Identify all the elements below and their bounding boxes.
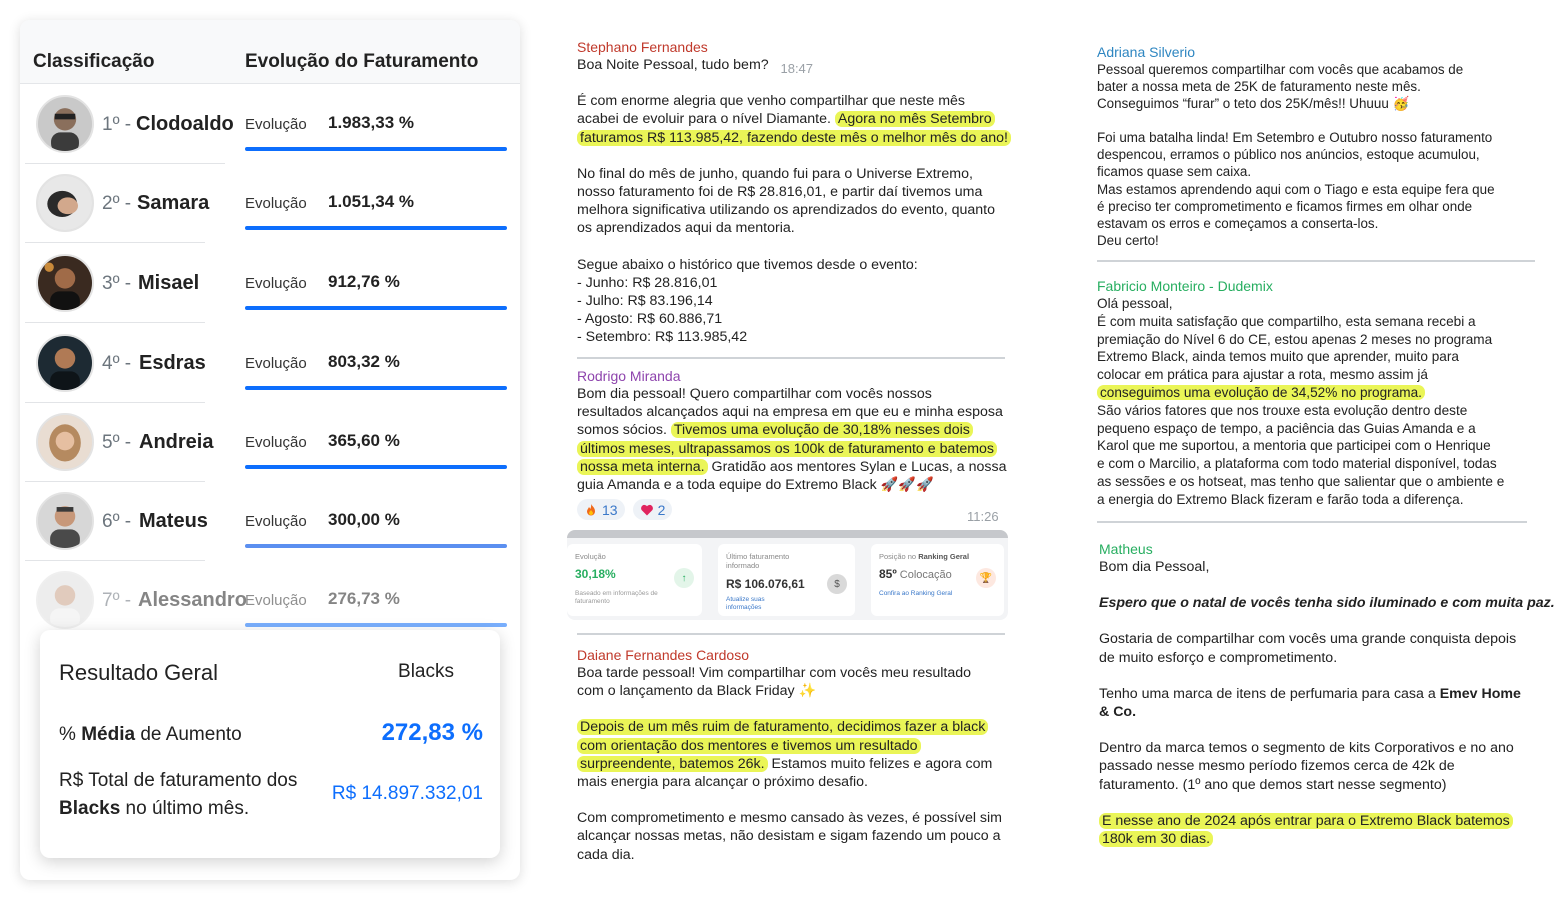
message-text: faturamento. (1º ano que demos start nesse segmento) xyxy=(1099,776,1447,793)
message-text: e com o Marcilio, a plataforma com todo material disponível, todas xyxy=(1097,456,1497,472)
avatar xyxy=(36,334,94,392)
arrow-up-icon: ↑ xyxy=(674,568,694,588)
ranking-row xyxy=(20,481,520,561)
message-text: nosso faturamento foi de R$ 28.816,01, e partir daí tivemos uma xyxy=(577,184,983,201)
message-author: Stephano Fernandes xyxy=(577,39,708,55)
message-text: cada dia. xyxy=(577,846,635,863)
message-text: Dentro da marca temos o segmento de kits Corporativos e no ano xyxy=(1099,740,1514,757)
evo-value: 912,76 % xyxy=(328,272,400,291)
rank-position: 2º - xyxy=(102,193,132,214)
ranking-header xyxy=(20,20,520,84)
message-text: Extremo Black, ainda temos muito que aprender, muito para xyxy=(1097,349,1459,365)
widget-evolucao: Evolução 30,18% Baseado em informações de faturamento ↑ xyxy=(567,544,702,616)
message-text: nossa meta interna. Gratidão aos mentores Sylan e Lucas, a nossa xyxy=(577,458,1007,476)
rank-position: 6º - xyxy=(102,511,132,532)
widget-ultimo-faturamento: Último faturamento informado R$ 106.076,61 Atualize suas informações $ xyxy=(718,544,855,616)
message-author: Daiane Fernandes Cardoso xyxy=(577,647,749,663)
header-evolucao: Evolução do Faturamento xyxy=(245,51,479,72)
message-text: com o lançamento da Black Friday ✨ xyxy=(577,683,817,700)
message-text: É com enorme alegria que venho compartilhar que neste mês xyxy=(577,93,966,110)
evo-bar xyxy=(245,544,507,548)
message-time: 11:26 xyxy=(967,509,999,524)
evo-value: 276,73 % xyxy=(328,589,400,608)
rank-name: Alessandro xyxy=(138,589,247,611)
evo-value: 365,60 % xyxy=(328,431,400,450)
avatar xyxy=(36,413,94,471)
ranking-row xyxy=(20,163,520,243)
evo-value: 803,32 % xyxy=(328,352,400,371)
widget-ranking-geral: Posição no Ranking Geral 85º Colocação Confira ao Ranking Geral 🏆 xyxy=(871,544,1004,616)
rank-name: Samara xyxy=(137,192,210,214)
message-text: conseguimos uma evolução de 34,52% no programa. xyxy=(1097,384,1504,402)
summary-group: Blacks xyxy=(398,661,454,682)
history-item: - Julho: R$ 83.196,14 xyxy=(577,293,713,310)
average-increase-label: % Média de Aumento xyxy=(59,724,242,745)
total-revenue-label: R$ Total de faturamento dos Blacks no último mês. xyxy=(59,770,298,819)
message-text: os aprendizados aqui da mentoria. xyxy=(577,220,795,237)
summary-title: Resultado Geral xyxy=(59,660,218,685)
message-text: & Co. xyxy=(1099,704,1137,721)
chat-message xyxy=(1097,277,1504,509)
rank-name: Esdras xyxy=(139,352,206,374)
evo-bar xyxy=(245,226,507,230)
summary-panel xyxy=(40,630,500,858)
message-author: Matheus xyxy=(1099,541,1153,557)
reaction-count: 2 xyxy=(657,501,666,518)
message-text: Gostaria de compartilhar com vocês uma grande conquista depois xyxy=(1099,631,1517,648)
fire-icon xyxy=(584,503,598,517)
message-text: com orientação dos mentores e tivemos um resultado xyxy=(577,737,1002,755)
message-text: faturamos R$ 113.985,42, fazendo deste mês o melhor mês do ano! xyxy=(577,129,1011,147)
evo-label: Evolução xyxy=(245,592,307,609)
chat-message xyxy=(577,38,1011,347)
message-time: 18:47 xyxy=(780,61,814,76)
reaction-count: 13 xyxy=(602,501,618,518)
message-text: mais energia para alcançar o próximo desafio. xyxy=(577,774,868,791)
rank-position: 5º - xyxy=(102,432,132,453)
rank-name: Misael xyxy=(138,272,200,294)
rank-name: Clodoaldo xyxy=(136,113,234,135)
ranking-row xyxy=(20,323,520,403)
message-text: surpreendente, batemos 26k. Estamos muito felizes e agora com xyxy=(577,755,1002,773)
ranking-card xyxy=(20,20,520,880)
message-divider xyxy=(1097,521,1527,523)
message-text: colocar em prática para ajustar a rota, mesmo assim já xyxy=(1097,367,1428,383)
history-item: - Setembro: R$ 113.985,42 xyxy=(577,329,748,346)
ranking-position-label: Posição no Ranking Geral xyxy=(879,552,970,561)
chat-message xyxy=(577,646,1002,864)
history-item: - Junho: R$ 28.816,01 xyxy=(577,274,718,291)
evo-value: 300,00 % xyxy=(328,510,400,529)
message-divider xyxy=(577,357,1005,359)
message-text: Pessoal queremos compartilhar com vocês que acabamos de xyxy=(1097,62,1464,77)
avatar xyxy=(36,95,94,153)
ranking-row xyxy=(20,402,520,482)
message-text: São vários fatores que nos trouxe esta evolução dentro deste xyxy=(1097,402,1468,418)
message-text: Mas estamos aprendendo aqui com o Tiago e esta equipe fera que xyxy=(1097,181,1495,197)
rank-position: 7º - xyxy=(102,590,132,611)
message-author: Fabricio Monteiro - Dudemix xyxy=(1097,278,1273,294)
message-text: No final do mês de junho, quando fui para o Universe Extremo, xyxy=(577,165,973,182)
evo-value: 1.983,33 % xyxy=(328,113,415,132)
ranking-row xyxy=(20,243,520,323)
message-author: Rodrigo Miranda xyxy=(577,368,681,384)
message-divider xyxy=(1097,260,1535,262)
evo-label: Evolução xyxy=(245,195,307,212)
message-text: a energia do Extremo Black fizeram e farão toda a diferença. xyxy=(1097,491,1464,507)
reaction-heart[interactable] xyxy=(633,499,673,520)
message-text: últimos meses, ultrapassamos os 100k de faturamento e batemos xyxy=(577,440,1007,458)
avatar xyxy=(36,254,94,312)
rank-name: Andreia xyxy=(139,431,214,453)
message-text: pequeno espaço de tempo, a paciência das Guias Amanda e a xyxy=(1097,420,1476,436)
evo-label: Evolução xyxy=(245,275,307,292)
message-text: Boa tarde pessoal! Vim compartilhar com vocês meu resultado xyxy=(577,665,972,681)
message-text: acabei de evoluir para o nível Diamante. Agora no mês Setembro xyxy=(577,110,1011,128)
message-text: de muito esforço e comprometimento. xyxy=(1099,649,1338,666)
heart-icon xyxy=(640,503,654,517)
evo-value: 1.051,34 % xyxy=(328,192,415,211)
message-text: é preciso ter comprometimento e ficamos firmes em olhar onde xyxy=(1097,198,1473,214)
evo-label: Evolução xyxy=(245,434,307,451)
rank-position: 1º - xyxy=(102,114,132,135)
message-text: Tenho uma marca de itens de perfumaria para casa a Emev Home xyxy=(1099,685,1521,702)
ranking-row xyxy=(20,560,520,640)
evo-bar xyxy=(245,306,507,310)
message-text: guia Amanda e a toda equipe do Extremo Black 🚀🚀🚀 xyxy=(577,477,934,494)
message-text: premiação do Nível 6 do CE, estou apenas 2 meses no programa xyxy=(1097,331,1493,347)
message-text: melhora significativa utilizando os aprendizados do evento, quanto xyxy=(577,202,996,219)
update-info-link[interactable]: Atualize suas informações xyxy=(726,596,765,611)
avatar xyxy=(36,174,94,232)
evo-label: Evolução xyxy=(245,355,307,372)
evo-bar xyxy=(245,386,507,390)
message-text: ficamos quase sem caixa. xyxy=(1097,164,1252,180)
chat-message xyxy=(1099,540,1555,848)
average-increase-value: 272,83 % xyxy=(381,719,483,746)
ranking-link[interactable]: Confira ao Ranking Geral xyxy=(879,590,953,597)
chat-message xyxy=(1097,43,1495,249)
message-text: Olá pessoal, xyxy=(1097,296,1173,311)
message-text: 180k em 30 dias. xyxy=(1099,830,1555,848)
message-text: Boa Noite Pessoal, tudo bem? 18:47 xyxy=(577,57,814,76)
message-text: Conseguimos “furar” o teto dos 25K/mês!! Uhuuu 🥳 xyxy=(1097,96,1410,112)
message-text: as sessões e os hotseat, mas tenho que salientar que o ambiente e xyxy=(1097,473,1505,489)
chat-message xyxy=(577,367,1007,494)
message-text: alcançar nossas metas, não desistam e sigam fazendo um pouco a xyxy=(577,828,1001,845)
dollar-icon: $ xyxy=(827,574,847,594)
header-classificacao: Classificação xyxy=(33,51,155,72)
message-text: somos sócios. Tivemos uma evolução de 30,18% nesses dois xyxy=(577,421,1007,439)
message-text: Depois de um mês ruim de faturamento, decidimos fazer a black xyxy=(577,718,1002,736)
message-text: bater a nossa meta de 25K de faturamento neste mês. xyxy=(1097,79,1421,95)
message-text: Com comprometimento e mesmo cansado às vezes, é possível sim xyxy=(577,810,1003,827)
avatar xyxy=(36,571,94,629)
evo-label: Evolução xyxy=(245,513,307,530)
message-divider xyxy=(577,633,1005,635)
message-text: É com muita satisfação que compartilho, esta semana recebi a xyxy=(1097,313,1476,329)
trophy-icon: 🏆 xyxy=(976,568,996,588)
reactions xyxy=(577,499,672,520)
evo-bar xyxy=(245,147,507,151)
message-text: estavam os erros e começamos a conserta-los. xyxy=(1097,215,1379,231)
dashboard-widgets xyxy=(567,530,1008,620)
message-author: Adriana Silverio xyxy=(1097,44,1196,60)
rank-position: 4º - xyxy=(102,353,132,374)
message-text: despencou, erramos o público nos anúncios, estoque acumulou, xyxy=(1097,147,1480,163)
rank-position: 3º - xyxy=(102,273,132,294)
message-text: Bom dia Pessoal, xyxy=(1099,559,1210,575)
ranking-row xyxy=(20,84,520,164)
evo-bar xyxy=(245,465,507,469)
history-item: - Agosto: R$ 60.886,71 xyxy=(577,311,723,328)
message-text: Segue abaixo o histórico que tivemos desde o evento: xyxy=(577,256,918,273)
avatar xyxy=(36,492,94,550)
total-revenue-value: R$ 14.897.332,01 xyxy=(331,783,483,804)
reaction-fire[interactable] xyxy=(577,499,625,520)
message-text: Deu certo! xyxy=(1097,232,1159,248)
message-text: Foi uma batalha linda! Em Setembro e Outubro nosso faturamento xyxy=(1097,130,1493,146)
evo-bar xyxy=(245,623,507,627)
message-text: passado nesse mesmo período fizemos cerca de 42k de xyxy=(1099,758,1455,775)
message-text: Espero que o natal de vocês tenha sido iluminado e com muita paz. xyxy=(1099,595,1555,612)
message-text: Karol que me suportou, a mentoria que participei com o Henrique xyxy=(1097,438,1491,454)
rank-name: Mateus xyxy=(139,510,208,532)
evo-label: Evolução xyxy=(245,116,307,133)
message-text: Bom dia pessoal! Quero compartilhar com vocês nossos xyxy=(577,386,932,402)
message-text: resultados alcançados aqui na empresa em que eu e minha esposa xyxy=(577,404,1003,421)
message-text: E nesse ano de 2024 após entrar para o Extremo Black batemos xyxy=(1099,812,1555,830)
